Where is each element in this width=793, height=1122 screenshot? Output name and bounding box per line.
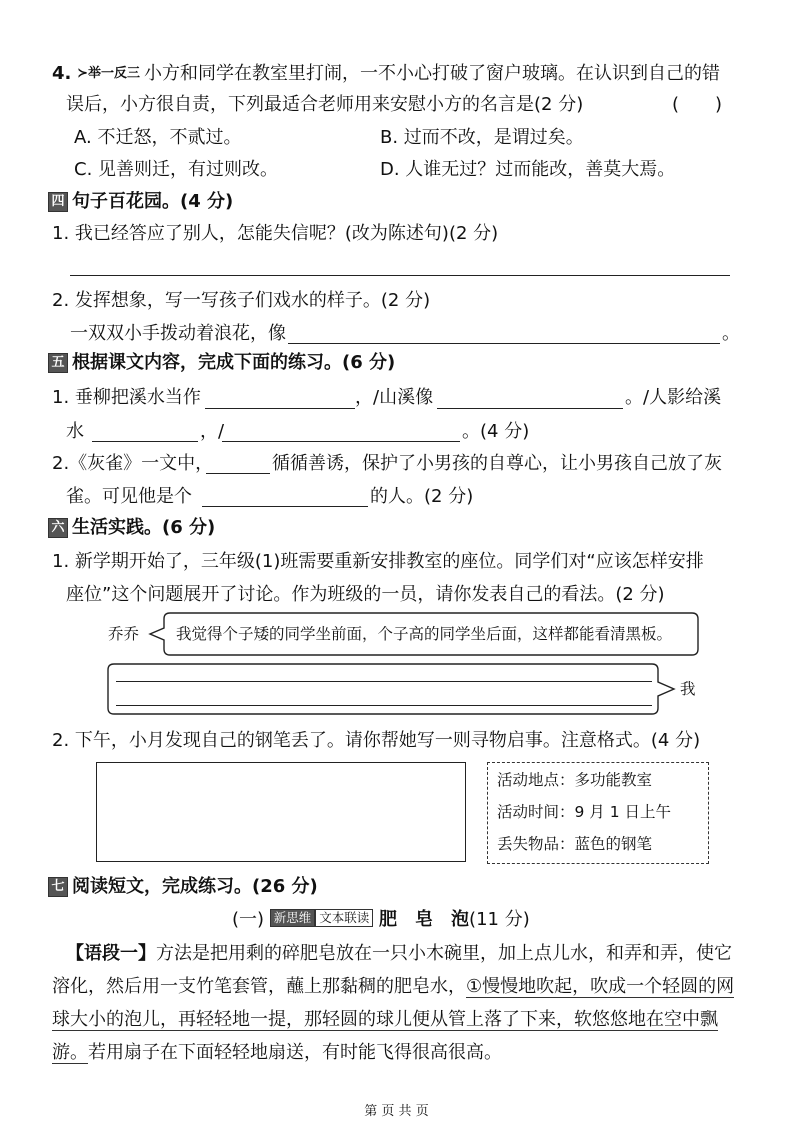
section-number: 五 (48, 353, 68, 373)
s6-q1-line2: 座位”这个问题展开了讨论。作为班级的一员，请你发表自己的看法。(2 分) (66, 584, 665, 605)
s4-q2: 2. 发挥想象，写一写孩子们戏水的样子。(2 分) (52, 290, 431, 311)
reading-subtitle: (一) 新思维 文本联读 肥 皂 泡(11 分) (232, 909, 530, 930)
s4-q2-prefix: 一双双小手拨动着浪花，像 (70, 323, 286, 344)
info-lost-item: 丢失物品：蓝色的钢笔 (497, 835, 653, 853)
blank[interactable] (92, 441, 198, 442)
s5-q1-d: 水 (66, 421, 84, 442)
option-a[interactable]: A. 不迁怒，不贰过。 (74, 127, 242, 148)
blank[interactable] (202, 506, 368, 507)
section-4-heading: 四 句子百花园。(4 分) (48, 190, 233, 214)
q4-line1: 4. ≻举一反三 小方和同学在教室里打闹，一不小心打破了窗户玻璃。在认识到自己的错 (52, 63, 721, 84)
example-badge: ≻举一反三 (77, 66, 141, 81)
s5-q1-a: 1. 垂柳把溪水当作 (52, 387, 201, 408)
speaker-me: 我 (680, 680, 696, 698)
info-time: 活动时间：9 月 1 日上午 (497, 803, 672, 821)
section-number: 七 (48, 877, 68, 897)
speaker-qiaoqiao: 乔乔 (108, 625, 140, 643)
answer-line[interactable] (116, 705, 652, 706)
speech-bubble-right (106, 662, 680, 716)
s5-q1-f: 。(4 分) (462, 421, 530, 442)
s5-q2-a: 2.《灰雀》一文中， (52, 453, 214, 474)
underlined-sentence: ①慢慢地吹起，吹成一个轻圆的网 (466, 976, 735, 997)
writing-box[interactable] (96, 762, 466, 862)
s6-q1-line1: 1. 新学期开始了，三年级(1)班需要重新安排教室的座位。同学们对“应该怎样安排 (52, 551, 704, 572)
answer-line[interactable] (116, 681, 652, 682)
s5-q2-d: 的人。(2 分) (370, 486, 474, 507)
section-6-heading: 六 生活实践。(6 分) (48, 516, 215, 540)
tag-text-linked-reading: 文本联读 (315, 909, 373, 927)
blank[interactable] (222, 441, 460, 442)
passage-line4: 游。若用扇子在下面轻轻地扇送，有时能飞得很高很高。 (52, 1042, 502, 1063)
period: 。 (722, 323, 740, 344)
section-number: 四 (48, 192, 68, 212)
blank[interactable] (205, 408, 355, 409)
option-b[interactable]: B. 过而不改，是谓过矣。 (380, 127, 584, 148)
section-number: 六 (48, 518, 68, 538)
s5-q2-c: 雀。可见他是个 (66, 486, 192, 507)
passage-line2: 溶化，然后用一支竹笔套管，蘸上那黏稠的肥皂水，①慢慢地吹起，吹成一个轻圆的网 (52, 976, 735, 997)
blank[interactable] (437, 408, 623, 409)
section-5-heading: 五 根据课文内容，完成下面的练习。(6 分) (48, 351, 395, 375)
s4-q1: 1. 我已经答应了别人，怎能失信呢？(改为陈述句)(2 分) (52, 223, 499, 244)
section-7-heading: 七 阅读短文，完成练习。(26 分) (48, 875, 318, 899)
q4-line2: 误后，小方很自责，下列最适合老师用来安慰小方的名言是(2 分) (66, 94, 584, 115)
passage-line1: 【语段一】方法是把用剩的碎肥皂放在一只小木碗里，加上点儿水，和弄和弄，使它 (66, 943, 732, 964)
page-footer: 第 页 共 页 (364, 1104, 429, 1119)
answer-paren[interactable]: ( ) (672, 94, 723, 115)
s5-q1-b: ，/山溪像 (355, 387, 434, 408)
option-c[interactable]: C. 见善则迁，有过则改。 (74, 159, 279, 180)
answer-line[interactable] (70, 275, 730, 276)
tag-new-thinking: 新思维 (270, 909, 316, 927)
blank[interactable] (206, 473, 270, 474)
option-d[interactable]: D. 人谁无过？过而能改，善莫大焉。 (380, 159, 676, 180)
underlined-sentence: 游。 (52, 1042, 88, 1063)
answer-line[interactable] (288, 343, 720, 344)
s5-q1-c: 。/人影给溪 (625, 387, 722, 408)
passage-line3 (52, 1008, 718, 1032)
s5-q1-e: ，/ (200, 421, 225, 442)
info-location: 活动地点：多功能教室 (497, 771, 653, 789)
bubble-text: 我觉得个子矮的同学坐前面，个子高的同学坐后面，这样都能看清黑板。 (176, 625, 673, 643)
s5-q2-b: 循循善诱，保护了小男孩的自尊心，让小男孩自己放了灰 (272, 453, 722, 474)
underlined-sentence: 球大小的泡儿，再轻轻地一提，那轻圆的球儿便从管上落了下来，软悠悠地在空中飘 (52, 1009, 718, 1030)
s6-q2: 2. 下午，小月发现自己的钢笔丢了。请你帮她写一则寻物启事。注意格式。(4 分) (52, 730, 701, 751)
